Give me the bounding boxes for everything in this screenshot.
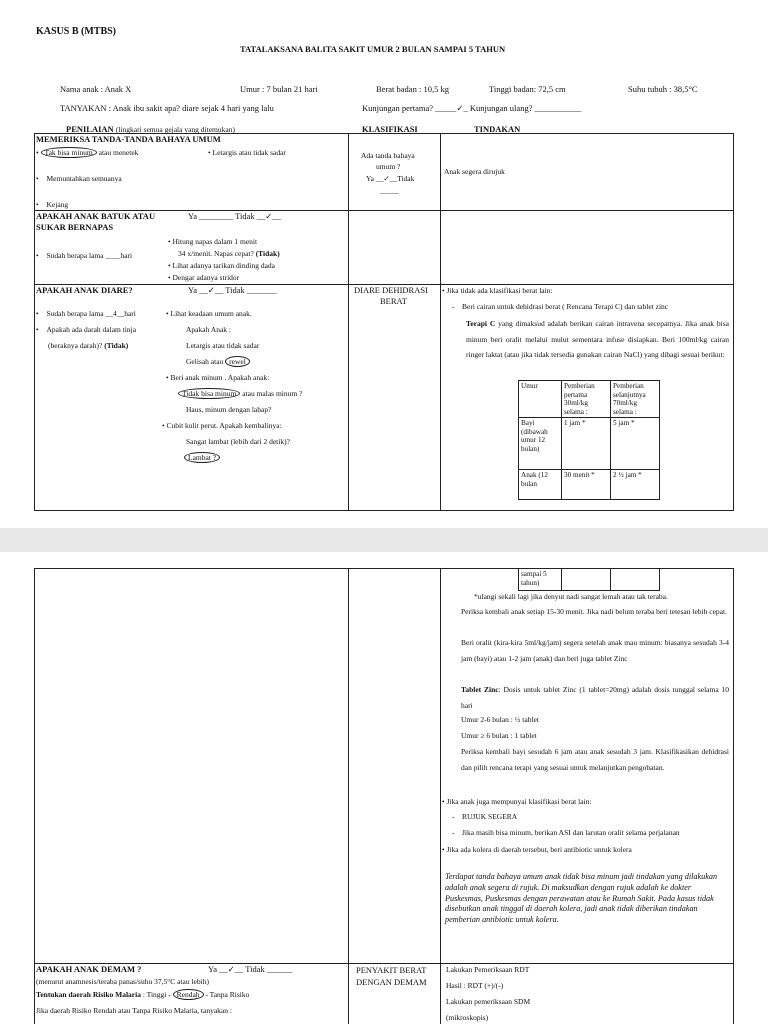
danger-classification-line2: umum ?	[376, 162, 401, 171]
diarrhea-cannot-drink: Tidak bisa minum atau malas minum ?	[178, 389, 302, 398]
danger-sign-convulsion: • Kejang	[36, 200, 69, 209]
table-cell: 1 jam *	[562, 418, 611, 470]
cholera-antibiotic: • Jika ada kolera di daerah tersebut, beri antibiotic untuk kolera	[442, 845, 632, 854]
table-row	[519, 569, 660, 591]
diarrhea-give-drink: • Beri anak minum . Apakah anak:	[166, 373, 270, 382]
plan-c-oralit: Beri oralit (kira-kira 5ml/kg/jam) segera setelah anak mau minum: biasanya sesudah 3-4 jam (bayi) atau 1-2 jam (anak) dan beri juga tablet Zinc	[461, 638, 729, 663]
zinc-age-2: Umur ≥ 6 bulan : 1 tablet	[461, 731, 537, 740]
table-row	[519, 418, 660, 470]
patient-temperature: Suhu tubuh : 38,5°C	[628, 84, 698, 94]
table-border	[440, 568, 441, 1024]
cough-stridor: • Dengar adanya stridor	[168, 273, 240, 282]
patient-height: Tinggi badan: 72,5 cm	[489, 84, 566, 94]
plan-c-reclassify: Periksa kembali bayi sesudah 6 jam atau anak sesudah 3 jam. Klasifikasikan dehidrasi dan pilih rencana terapi yang sesuai untuk melanjutkan pengobatan.	[461, 747, 729, 772]
document-page-2	[0, 552, 768, 1024]
fever-criteria: (menurut anamnesis/teraba panas/suhu 37,5°C atau lebih)	[36, 977, 209, 986]
document-title: TATALAKSANA BALITA SAKIT UMUR 2 BULAN SAMPAI 5 TAHUN	[240, 44, 506, 54]
danger-classification-blank: _____	[380, 186, 399, 195]
chief-complaint: TANYAKAN : Anak ibu sakit apa? diare sejak 4 hari yang lalu	[60, 103, 274, 113]
zinc-age-1: Umur 2-6 bulan : ½ tablet	[461, 715, 539, 724]
table-cell: 30 menit *	[562, 470, 611, 500]
table-row	[519, 470, 660, 500]
zinc-dose: Tablet Zinc: Dosis untuk tablet Zinc (1 tablet=20mg) adalah dosis tunggal selama 10 hari	[461, 685, 730, 710]
table-cell: sampai 5 tahun)	[519, 569, 562, 591]
table-row	[519, 381, 660, 418]
table-border	[348, 133, 349, 510]
diarrhea-ask: Apakah Anak :	[186, 325, 231, 334]
diarrhea-action-condition: • Jika tidak ada klasifikasi berat lain:	[442, 286, 553, 295]
diarrhea-general-condition: • Lihat keadaan umum anak.	[166, 309, 252, 318]
patient-weight: Berat badan : 10,5 kg	[376, 84, 449, 94]
table-header-cell: Umur	[519, 381, 562, 418]
patient-name: Nama anak : Anak X	[60, 84, 132, 94]
fever-classification: PENYAKIT BERAT	[356, 965, 427, 975]
diarrhea-restless: Gelisah atau rewel	[186, 357, 250, 366]
refer-immediately: - RUJUK SEGERA	[452, 812, 518, 821]
table-cell: Bayi (dibawah umur 12 bulan)	[519, 418, 562, 470]
col-header-tindakan: TINDAKAN	[474, 124, 521, 134]
visit-type: Kunjungan pertama? _____✓_ Kunjungan ulang? ___________	[362, 103, 582, 113]
refer-breastfeed: - Jika masih bisa minum, berikan ASI dan larutan oralit selama perjalanan	[452, 828, 680, 837]
diarrhea-heading: APAKAH ANAK DIARE?	[36, 285, 133, 295]
table-border	[733, 568, 734, 1024]
table-cell: 5 jam *	[611, 418, 660, 470]
fever-yes-no: Ya __✓__ Tidak ______	[208, 964, 293, 974]
danger-sign-not-drinking: • Tak bisa minum atau menetek	[36, 148, 139, 157]
fever-heading: APAKAH ANAK DEMAM ?	[36, 964, 142, 974]
danger-sign-vomiting: • Memuntahkan semuanya	[36, 174, 122, 183]
plan-c-footnote: *ulangi sekali lagi jika denyut nadi sangat lemah atau tak teraba.	[474, 592, 668, 601]
other-severe-classification: • Jika anak juga mempunyai klasifikasi berat lain:	[442, 797, 592, 806]
cough-heading-line2: SUKAR BERNAPAS	[36, 222, 114, 232]
table-cell: Anak (12 bulan	[519, 470, 562, 500]
cough-count-breath: • Hitung napas dalam 1 menit	[168, 237, 258, 246]
table-rule	[34, 510, 734, 511]
plan-c-recheck: Periksa kembali anak setiap 15-30 menit. Jika nadi belum teraba beri tetesan lebih cepat.	[461, 607, 727, 616]
fever-microscopy: (mikroskopis)	[446, 1013, 489, 1022]
table-cell: 2 ½ jam *	[611, 470, 660, 500]
plan-c-table	[518, 380, 660, 500]
plan-c-table-continued	[518, 568, 660, 591]
malaria-risk: Tentukan daerah Risiko Malaria : Tinggi - Rendah - Tanpa Risiko	[36, 990, 250, 999]
fever-action-sdm: Lakukan pemeriksaan SDM	[446, 997, 531, 1006]
cough-chest-indrawing: • Lihat adanya tarikan dinding dada	[168, 261, 275, 270]
table-cell	[562, 569, 611, 591]
cough-duration: • Sudah berapa lama ____hari	[36, 251, 133, 260]
diarrhea-slow: Lambat ?	[184, 453, 220, 462]
table-header-cell: Pemberian pertama 30ml/kg selama :	[562, 381, 611, 418]
diarrhea-lethargic: Letargis atau tidak sadar	[186, 341, 260, 350]
table-header-cell: Pemberian selanjutnya 70ml/kg selama :	[611, 381, 660, 418]
table-cell	[611, 569, 660, 591]
danger-classification: Ada tanda bahaya	[361, 151, 415, 160]
case-label: KASUS B (MTBS)	[36, 26, 117, 37]
diarrhea-classification-line2: BERAT	[380, 296, 407, 306]
diarrhea-very-slow: Sangat lambat (lebih dari 2 detik)?	[186, 437, 290, 446]
diarrhea-duration: • Sudah berapa lama __4__hari	[36, 309, 136, 318]
fever-rdt-result: Hasil : RDT (+)/(-)	[446, 981, 504, 990]
diarrhea-yes-no: Ya __✓__ Tidak _______	[188, 285, 277, 295]
table-border	[34, 133, 35, 510]
case-explanation: Terdapat tanda bahaya umum anak tidak bisa minum jadi tindakan yang dilakukan adalah anak segera di rujuk. Di maksudkan dengan rujuk adalah ke dokter Puskesmas, Puskesmas dengan perawatan atau ke Rumah Sakit. Pada kasus tidak disebutkan anak tinggal di daerah kolera, jadi anak tidak diberikan tindakan pemberian antibiotic untuk kolera.	[445, 872, 718, 925]
table-border	[440, 133, 441, 510]
patient-age: Umur : 7 bulan 21 hari	[240, 84, 318, 94]
fever-action-rdt: Lakukan Pemeriksaan RDT	[446, 965, 530, 974]
table-border	[34, 568, 35, 1024]
fever-classification-line2: DENGAN DEMAM	[356, 977, 427, 987]
diarrhea-plan-c-text: Terapi C yang dimaksud adalah berikan cairan intravena secepatnya. Jika anak bisa minum beri oralit melalui mulut sementara infuse disiapkan. Beri 100ml/kg cairan ringer laktat (atau jika tidak tersedia gunakan cairan NaCl) yang dibagi sesuai berikut:	[466, 319, 729, 359]
danger-signs-heading: MEMERIKSA TANDA-TANDA BAHAYA UMUM	[36, 134, 221, 144]
col-header-penilaian: PENILAIAN (lingkari semua gejala yang ditemukan)	[66, 124, 235, 134]
cough-breath-result: 34 x/menit. Napas cepat? (Tidak)	[178, 249, 280, 258]
diarrhea-skin-pinch: • Cubit kulit perut. Apakah kembalinya:	[162, 421, 282, 430]
diarrhea-action-plan-c: - Beri cairan untuk dehidrasi berat ( Rencana Terapi C) dan tablet zinc	[452, 302, 669, 311]
table-border	[348, 568, 349, 1024]
cough-heading: APAKAH ANAK BATUK ATAU	[36, 211, 156, 221]
col-header-klasifikasi: KLASIFIKASI	[362, 124, 418, 134]
danger-classification-answer: Ya __✓__Tidak	[366, 174, 415, 183]
diarrhea-classification: DIARE DEHIDRASI	[354, 285, 428, 295]
diarrhea-thirsty: Haus, minum dengan lahap?	[186, 405, 272, 414]
danger-action: Anak segera dirujuk	[444, 167, 505, 176]
malaria-question: Jika daerah Risiko Rendah atau Tanpa Risiko Malaria, tanyakan :	[36, 1006, 232, 1015]
cough-yes-no: Ya ________ Tidak __✓__	[188, 211, 281, 221]
diarrhea-blood: • Apakah ada darah dalam tinja	[36, 325, 137, 334]
danger-sign-lethargic: • Letargis atau tidak sadar	[208, 148, 286, 157]
diarrhea-blood-answer: (beraknya darah)? (Tidak)	[48, 341, 129, 350]
table-border	[733, 133, 734, 510]
